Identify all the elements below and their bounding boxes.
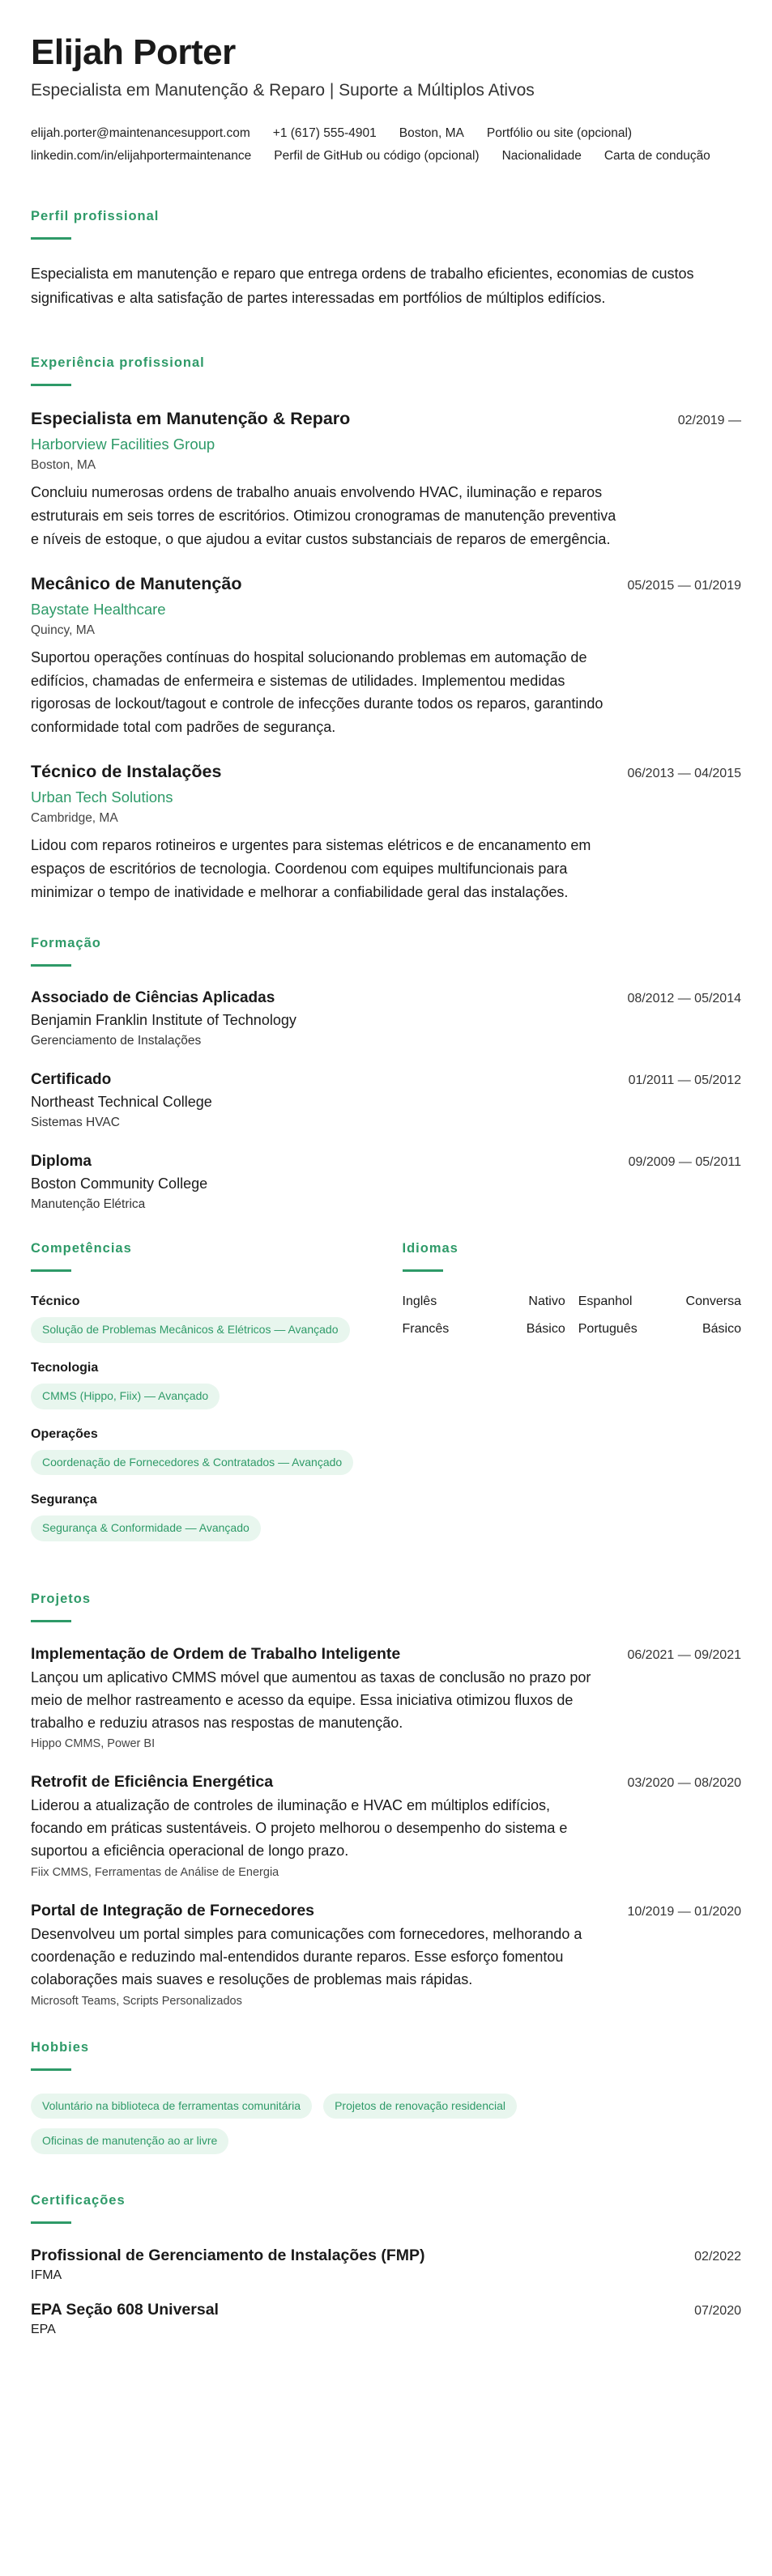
- experience-entry: [31, 762, 741, 903]
- skill-pill: CMMS (Hippo, Fiix) — Avançado: [31, 1384, 220, 1409]
- education-entry: [31, 989, 741, 1048]
- certification-date: 07/2020: [694, 2303, 741, 2318]
- school-name: Boston Community College: [31, 1175, 208, 1192]
- certification-entry: [31, 2247, 741, 2283]
- skill-category: Operações: [31, 1426, 98, 1441]
- job-company: Baystate Healthcare: [31, 600, 166, 618]
- section-profile: [31, 209, 741, 310]
- certification-name: Profissional de Gerenciamento de Instalações (FMP): [31, 2246, 425, 2264]
- candidate-subtitle: Especialista em Manutenção & Reparo | Suporte a Múltiplos Ativos: [31, 81, 535, 100]
- contact-email[interactable]: elijah.porter@maintenancesupport.com: [31, 126, 250, 140]
- project-name: Implementação de Ordem de Trabalho Inteligente: [31, 1644, 401, 1663]
- section-divider: [31, 2068, 71, 2071]
- education-dates: 01/2011 — 05/2012: [628, 1073, 741, 1088]
- job-description: Lidou com reparos rotineiros e urgentes para sistemas elétricos e de encanamento em espaços de escritórios de tecnologia. Coordenou com equipes multifuncionais para minimizar o tempo de inatividade e melhorar a confiabilidade geral das instalações.: [31, 836, 591, 900]
- skill-category: Tecnologia: [31, 1360, 99, 1375]
- section-divider: [31, 2221, 71, 2224]
- section-hobbies: [31, 2040, 741, 2154]
- section-projects: [31, 1592, 741, 2008]
- field-of-study: Gerenciamento de Instalações: [31, 1034, 202, 1048]
- job-title: Especialista em Manutenção & Reparo: [31, 409, 351, 429]
- project-name: Retrofit de Eficiência Energética: [31, 1773, 274, 1792]
- project-entry: [31, 1773, 741, 1879]
- contact-github[interactable]: Perfil de GitHub ou código (opcional): [274, 149, 480, 163]
- section-title-hobbies: Hobbies: [31, 2039, 90, 2055]
- section-divider: [31, 1620, 71, 1622]
- language-name: Espanhol: [578, 1294, 633, 1309]
- field-of-study: Manutenção Elétrica: [31, 1197, 146, 1212]
- section-title-languages: Idiomas: [402, 1241, 459, 1256]
- project-name: Portal de Integração de Fornecedores: [31, 1902, 315, 1920]
- skill-pill: Segurança & Conformidade — Avançado: [31, 1515, 261, 1541]
- contact-portfolio[interactable]: Portfólio ou site (opcional): [486, 126, 633, 140]
- skill-pill: Solução de Problemas Mecânicos & Elétricos — Avançado: [31, 1317, 350, 1343]
- job-location: Quincy, MA: [31, 623, 95, 637]
- contact-info: [31, 126, 741, 164]
- degree-title: Certificado: [31, 1071, 112, 1089]
- project-dates: 10/2019 — 01/2020: [627, 1905, 741, 1919]
- experience-entry: [31, 574, 741, 739]
- skill-group: [31, 1427, 370, 1476]
- language-name: Português: [578, 1322, 638, 1337]
- section-experience: [31, 355, 741, 903]
- section-divider: [31, 964, 71, 967]
- section-title-education: Formação: [31, 936, 101, 951]
- section-title-projects: Projetos: [31, 1591, 92, 1606]
- section-divider: [31, 1269, 71, 1272]
- section-divider: [31, 237, 71, 240]
- language-level: Nativo: [528, 1294, 565, 1309]
- section-certifications: [31, 2193, 741, 2337]
- project-tech: Fiix CMMS, Ferramentas de Análise de Energia: [31, 1866, 279, 1880]
- contact-phone[interactable]: +1 (617) 555-4901: [272, 126, 377, 140]
- field-of-study: Sistemas HVAC: [31, 1116, 120, 1130]
- languages-column: [403, 1241, 742, 1558]
- job-company: Urban Tech Solutions: [31, 788, 173, 806]
- resume-header: [31, 32, 741, 164]
- language-item: [403, 1294, 565, 1309]
- hobby-pill: Oficinas de manutenção ao ar livre: [31, 2128, 228, 2154]
- experience-entry: [31, 409, 741, 550]
- language-item: [578, 1322, 741, 1337]
- job-location: Cambridge, MA: [31, 810, 118, 825]
- section-skills-languages: [31, 1241, 741, 1558]
- language-item: [578, 1294, 741, 1309]
- skill-pill: Coordenação de Fornecedores & Contratados — Avançado: [31, 1450, 353, 1476]
- project-dates: 03/2020 — 08/2020: [627, 1776, 741, 1791]
- job-dates: 05/2015 — 01/2019: [627, 578, 741, 593]
- section-divider: [31, 384, 71, 386]
- job-location: Boston, MA: [31, 458, 96, 473]
- project-tech: Hippo CMMS, Power BI: [31, 1737, 156, 1751]
- certification-issuer: EPA: [31, 2322, 56, 2336]
- degree-title: Associado de Ciências Aplicadas: [31, 989, 275, 1007]
- language-level: Básico: [702, 1322, 741, 1337]
- job-description: Concluiu numerosas ordens de trabalho anuais envolvendo HVAC, iluminação e reparos estruturais em seis torres de escritórios. Otimizou cronogramas de manutenção preventiva e níveis de estoque, o que ajudou a evitar custos substanciais de reparos de emergência.: [31, 484, 616, 547]
- job-company: Harborview Facilities Group: [31, 436, 215, 453]
- section-title-skills: Competências: [31, 1241, 132, 1256]
- education-dates: 09/2009 — 05/2011: [628, 1155, 741, 1170]
- contact-location: Boston, MA: [399, 126, 464, 140]
- certification-date: 02/2022: [694, 2249, 741, 2264]
- skill-group: [31, 1493, 370, 1541]
- languages-list: [403, 1294, 742, 1337]
- job-description: Suportou operações contínuas do hospital solucionando problemas em automação de edifícios, chamadas de enfermeira e sistemas de utilidades. Implementou medidas rigorosas de lockout/tagout e controle de infecções durante todos os reparos, garantindo conformidade total com padrões de segurança.: [31, 648, 604, 736]
- certification-entry: [31, 2301, 741, 2337]
- project-description: Liderou a atualização de controles de iluminação e HVAC em múltiplos edifícios, focando em práticas sustentáveis. O projeto melhorou o desempenho do sistema e suportou a eficiência operacional de longo prazo.: [31, 1797, 568, 1860]
- project-dates: 06/2021 — 09/2021: [627, 1647, 741, 1662]
- hobby-pill: Voluntário na biblioteca de ferramentas comunitária: [31, 2094, 312, 2119]
- degree-title: Diploma: [31, 1153, 92, 1171]
- school-name: Northeast Technical College: [31, 1094, 212, 1111]
- hobbies-list: [31, 2094, 598, 2154]
- skill-group: [31, 1294, 370, 1343]
- language-name: Francês: [402, 1322, 450, 1337]
- section-title-experience: Experiência profissional: [31, 355, 205, 371]
- skill-category: Técnico: [31, 1294, 80, 1309]
- project-description: Desenvolveu um portal simples para comunicações com fornecedores, melhorando a coordenação e reduzindo mal-entendidos durante reparos. Esse esforço fomentou colaborações mais suaves e resoluções de problemas mais rápidas.: [31, 1926, 582, 1987]
- education-entry: [31, 1153, 741, 1212]
- contact-driving-license: Carta de condução: [604, 149, 710, 163]
- job-dates: 06/2013 — 04/2015: [627, 766, 741, 780]
- certification-name: EPA Seção 608 Universal: [31, 2300, 219, 2319]
- job-dates: 02/2019 —: [677, 414, 741, 428]
- job-title: Técnico de Instalações: [31, 761, 222, 781]
- project-description: Lançou um aplicativo CMMS móvel que aumentou as taxas de conclusão no prazo por meio de melhor rastreamento e acesso da equipe. Essa iniciativa otimizou fluxos de trabalho e reduziu atrasos nas respostas de manutenção.: [31, 1668, 591, 1731]
- section-title-certifications: Certificações: [31, 2192, 126, 2208]
- section-education: [31, 936, 741, 1212]
- contact-nationality: Nacionalidade: [501, 149, 582, 163]
- language-level: Conversa: [685, 1294, 741, 1309]
- project-tech: Microsoft Teams, Scripts Personalizados: [31, 1994, 242, 2008]
- skill-category: Segurança: [31, 1493, 97, 1507]
- section-divider: [403, 1269, 443, 1272]
- certification-issuer: IFMA: [31, 2268, 62, 2282]
- project-entry: [31, 1645, 741, 1751]
- profile-summary: Especialista em manutenção e reparo que entrega ordens de trabalho eficientes, economias de custos significativas e alta satisfação de partes interessadas em portfólios de múltiplos edifícios.: [31, 266, 694, 306]
- job-title: Mecânico de Manutenção: [31, 573, 242, 593]
- skills-column: [31, 1241, 370, 1558]
- section-title-profile: Perfil profissional: [31, 209, 160, 223]
- project-entry: [31, 1902, 741, 2008]
- candidate-name: Elijah Porter: [31, 32, 236, 72]
- language-item: [403, 1322, 565, 1337]
- contact-linkedin[interactable]: linkedin.com/in/elijahportermaintenance: [31, 149, 252, 163]
- education-entry: [31, 1071, 741, 1130]
- hobby-pill: Projetos de renovação residencial: [323, 2094, 517, 2119]
- school-name: Benjamin Franklin Institute of Technology: [31, 1012, 296, 1029]
- language-name: Inglês: [402, 1294, 437, 1309]
- education-dates: 08/2012 — 05/2014: [627, 992, 741, 1006]
- skill-group: [31, 1361, 370, 1409]
- language-level: Básico: [526, 1322, 565, 1337]
